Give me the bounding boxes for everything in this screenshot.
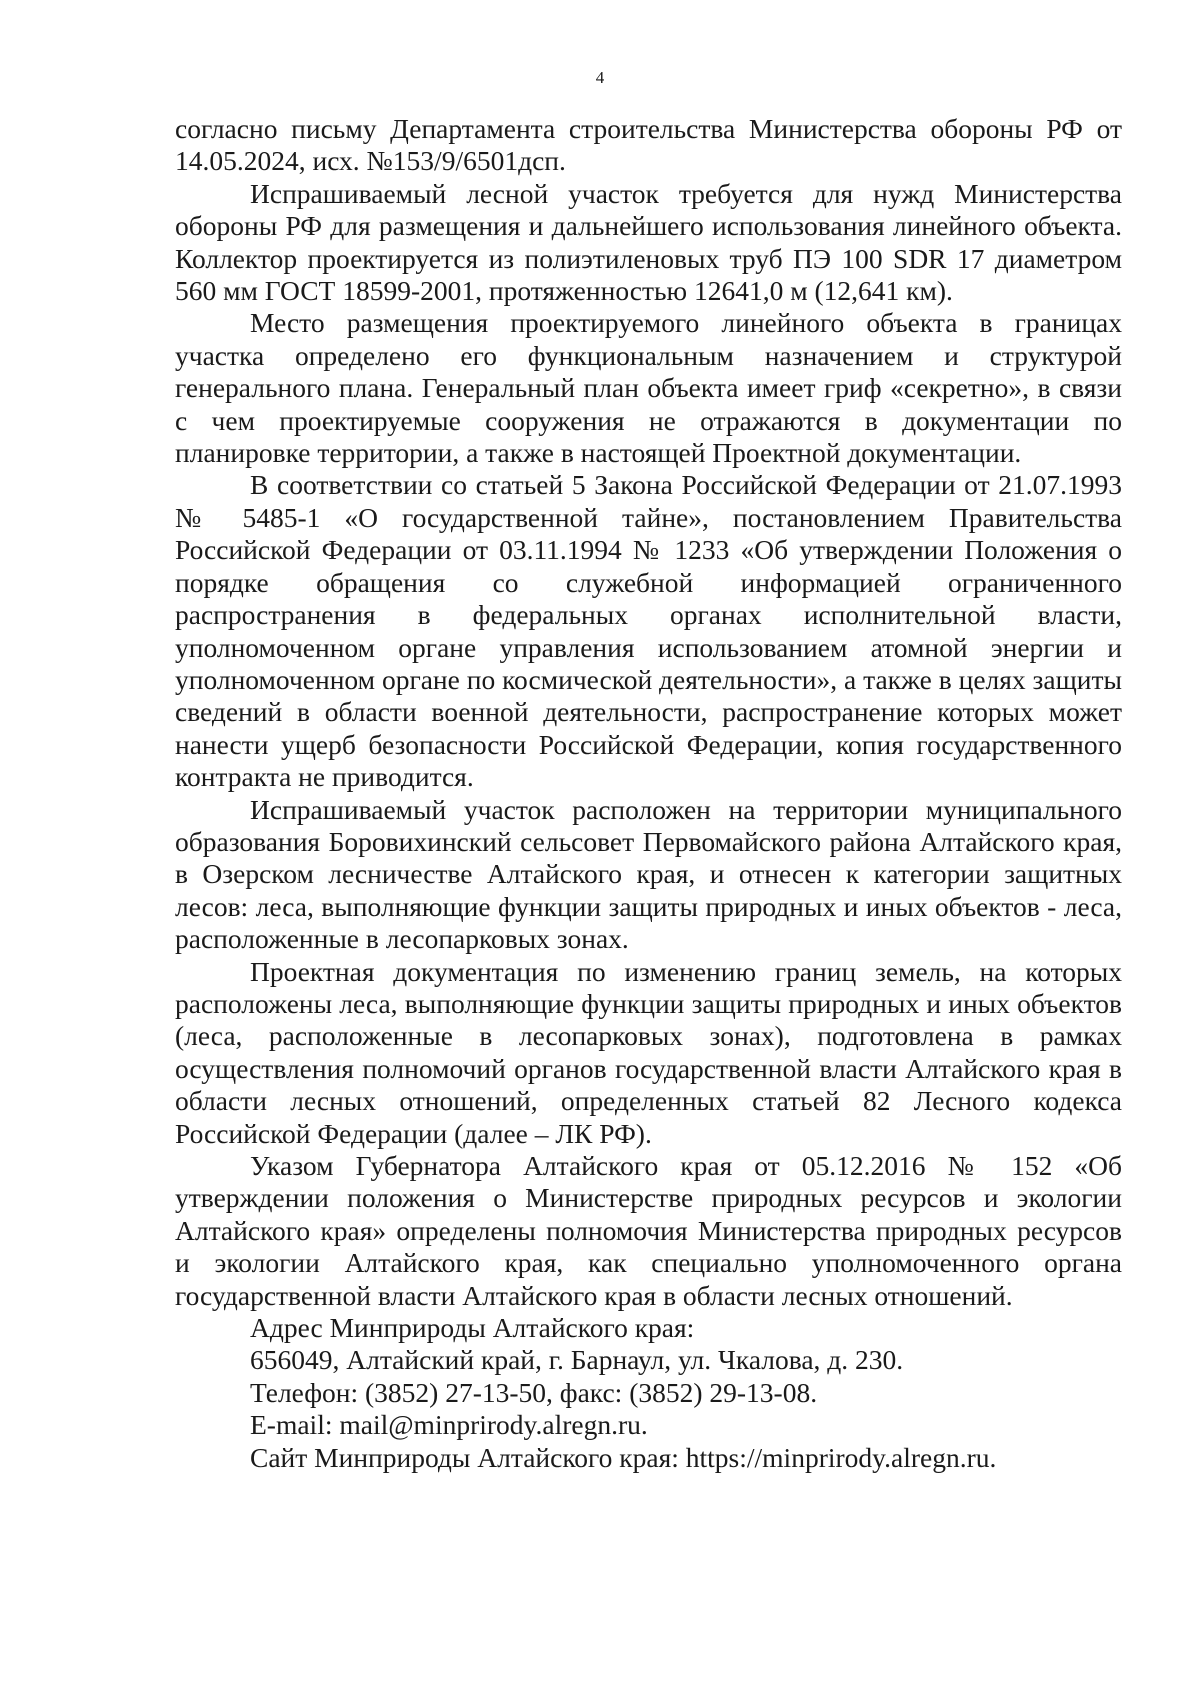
paragraph-state-secret: В соответствии со статьей 5 Закона Российской Федерации от 21.07.1993 № 5485-1 «О государственной тайне», постановлением Правительства Российской Федерации от 03.11.1994 № 1233 «Об утверждении Положения о порядке обращения со служебной информацией ограниченного распространения в федеральных органах исполнительной власти, уполномоченном органе управления использованием атомной энергии и уполномоченном органе по космической деятельности», а также в целях защиты сведений в области военной деятельности, распространение которых может нанести ущерб безопасности Российской Федерации, копия государственного контракта не приводится.	[175, 469, 1122, 793]
contacts-address-heading: Адрес Минприроды Алтайского края:	[250, 1312, 695, 1344]
contacts-phone: Телефон: (3852) 27-13-50, факс: (3852) 29-13-08.	[250, 1376, 818, 1408]
document-body	[175, 113, 1122, 1474]
contacts-email: E-mail: mail@minprirody.alregn.ru.	[250, 1409, 648, 1441]
contacts-website: Сайт Минприроды Алтайского края: https://minprirody.alregn.ru.	[250, 1441, 997, 1473]
paragraph-placement: Место размещения проектируемого линейного объекта в границах участка определено его функциональным назначением и структурой генерального плана. Генеральный план объекта имеет гриф «секретно», в связи с чем проектируемые сооружения не отражаются в документации по планировке территории, а также в настоящей Проектной документации.	[175, 307, 1122, 469]
contacts-block	[175, 1312, 1122, 1474]
paragraph-decree: Указом Губернатора Алтайского края от 05.12.2016 № 152 «Об утверждении положения о Министерстве природных ресурсов и экологии Алтайского края» определены полномочия Министерства природных ресурсов и экологии Алтайского края, как специально уполномоченного органа государственной власти Алтайского края в области лесных отношений.	[175, 1150, 1122, 1311]
paragraph-location: Испрашиваемый участок расположен на территории муниципального образования Боровихинский сельсовет Первомайского района Алтайского края, в Озерском лесничестве Алтайского края, и отнесен к категории защитных лесов: леса, выполняющие функции защиты природных и иных объектов - леса, расположенные в лесопарковых зонах.	[175, 793, 1122, 955]
page-number: 4	[595, 68, 605, 87]
paragraph-land-plot-purpose: Испрашиваемый лесной участок требуется для нужд Министерства обороны РФ для размещения и дальнейшего использования линейного объекта. Коллектор проектируется из полиэтиленовых труб ПЭ 100 SDR 17 диаметром 560 мм ГОСТ 18599-2001, протяженностью 12641,0 м (12,641 км).	[175, 177, 1122, 307]
paragraph-project-docs: Проектная документация по изменению границ земель, на которых расположены леса, выполняющие функции защиты природных и иных объектов (леса, расположенные в лесопарковых зонах), подготовлена в рамках осуществления полномочий органов государственной власти Алтайского края в области лесных отношений, определенных статьей 82 Лесного кодекса Российской Федерации (далее – ЛК РФ).	[175, 955, 1122, 1149]
contacts-address: 656049, Алтайский край, г. Барнаул, ул. Чкалова, д. 230.	[250, 1344, 904, 1376]
paragraph-continuation: согласно письму Департамента строительства Министерства обороны РФ от 14.05.2024, исх. №153/9/6501дсп.	[175, 113, 1122, 177]
